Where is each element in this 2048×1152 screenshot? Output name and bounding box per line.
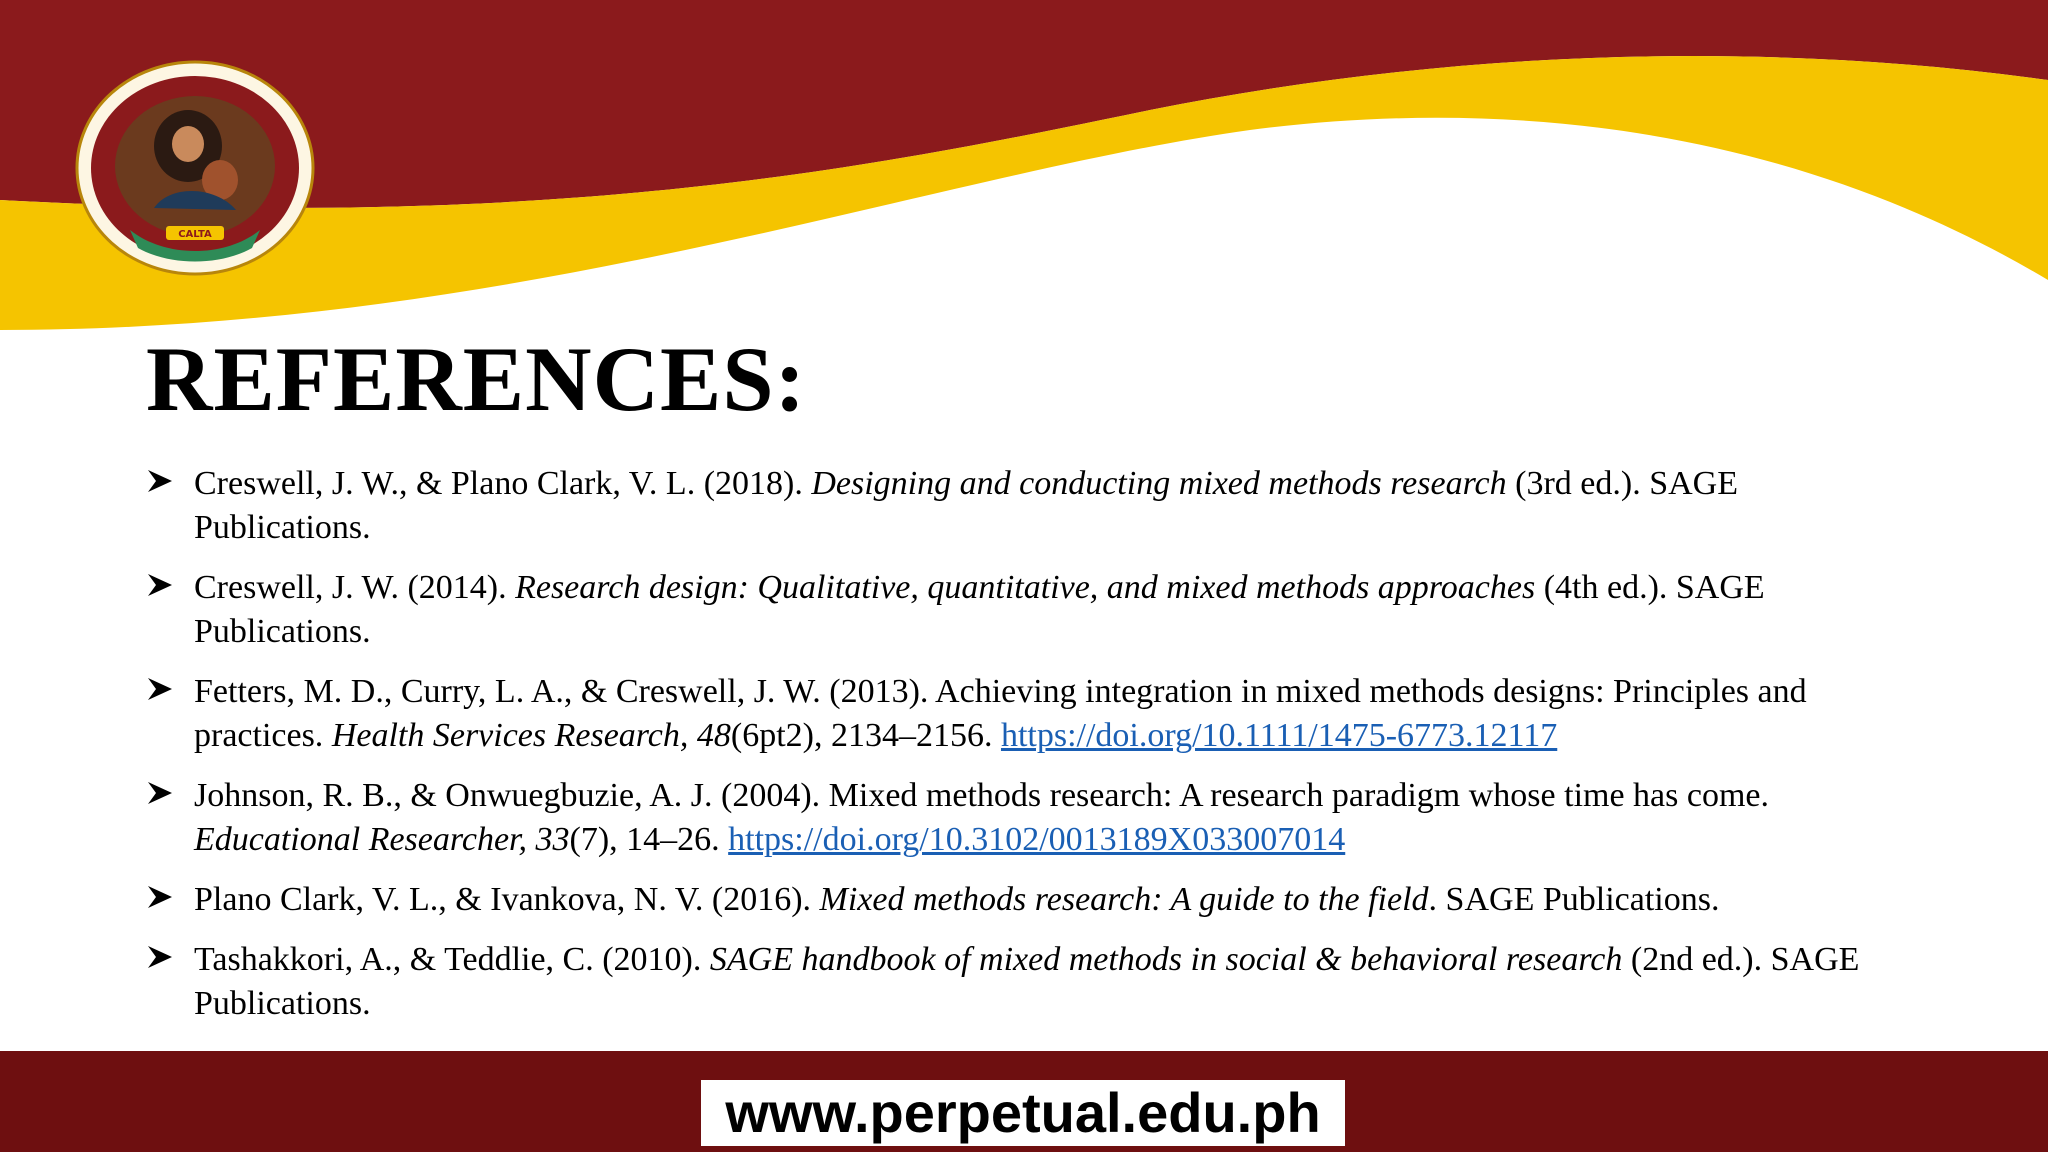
footer-website-url[interactable]: www.perpetual.edu.ph bbox=[701, 1080, 1345, 1146]
reference-italic-title: SAGE handbook of mixed methods in social & behavioral research bbox=[709, 941, 1623, 978]
reference-text bbox=[194, 938, 1886, 1026]
svg-text:CALTA: CALTA bbox=[178, 229, 212, 240]
reference-authors-and-year: Plano Clark, V. L., & Ivankova, N. V. (2016). bbox=[194, 881, 820, 918]
reference-text bbox=[194, 878, 1886, 922]
reference-doi-link[interactable]: https://doi.org/10.3102/0013189X033007014 bbox=[728, 821, 1346, 858]
reference-details: (4th ed.). SAGE Publications. bbox=[194, 569, 1765, 650]
reference-authors-and-year: Creswell, J. W., & Plano Clark, V. L. (2018). bbox=[194, 465, 812, 502]
reference-authors-and-year: Johnson, R. B., & Onwuegbuzie, A. J. (2004). Mixed methods research: A research paradigm whose time has come. bbox=[194, 777, 1770, 814]
references-list bbox=[146, 462, 1886, 1042]
reference-text bbox=[194, 566, 1886, 654]
arrowhead-bullet-icon bbox=[146, 674, 174, 704]
reference-details: (2nd ed.). SAGE Publications. bbox=[194, 941, 1860, 1022]
page-title: REFERENCES: bbox=[146, 328, 807, 430]
reference-italic-title: Designing and conducting mixed methods research bbox=[811, 465, 1507, 502]
reference-italic-title: Educational Researcher, 33 bbox=[194, 821, 570, 858]
university-seal-logo bbox=[70, 58, 320, 278]
arrowhead-bullet-icon bbox=[146, 882, 174, 912]
reference-italic-title: Mixed methods research: A guide to the field bbox=[819, 881, 1429, 918]
reference-text bbox=[194, 774, 1886, 862]
reference-italic-title: Research design: Qualitative, quantitative, and mixed methods approaches bbox=[515, 569, 1536, 606]
reference-item bbox=[146, 938, 1886, 1026]
reference-details: (6pt2), 2134–2156. bbox=[730, 717, 1001, 754]
reference-authors-and-year: Fetters, M. D., Curry, L. A., & Creswell, J. W. (2013). Achieving integration in mixed methods designs: Principles and practices. bbox=[194, 673, 1807, 754]
reference-details: (3rd ed.). SAGE Publications. bbox=[194, 465, 1738, 546]
reference-doi-link[interactable]: https://doi.org/10.1111/1475-6773.12117 bbox=[1000, 717, 1558, 754]
reference-text bbox=[194, 670, 1886, 758]
arrowhead-bullet-icon bbox=[146, 570, 174, 600]
reference-italic-title: Health Services Research, 48 bbox=[331, 717, 731, 754]
reference-text bbox=[194, 462, 1886, 550]
reference-authors-and-year: Tashakkori, A., & Teddlie, C. (2010). bbox=[194, 941, 710, 978]
reference-details: (7), 14–26. bbox=[569, 821, 729, 858]
reference-details: . SAGE Publications. bbox=[1428, 881, 1720, 918]
reference-authors-and-year: Creswell, J. W. (2014). bbox=[194, 569, 516, 606]
reference-item bbox=[146, 462, 1886, 550]
reference-item bbox=[146, 670, 1886, 758]
reference-item bbox=[146, 774, 1886, 862]
reference-item bbox=[146, 566, 1886, 654]
arrowhead-bullet-icon bbox=[146, 778, 174, 808]
arrowhead-bullet-icon bbox=[146, 942, 174, 972]
arrowhead-bullet-icon bbox=[146, 466, 174, 496]
reference-item bbox=[146, 878, 1886, 922]
